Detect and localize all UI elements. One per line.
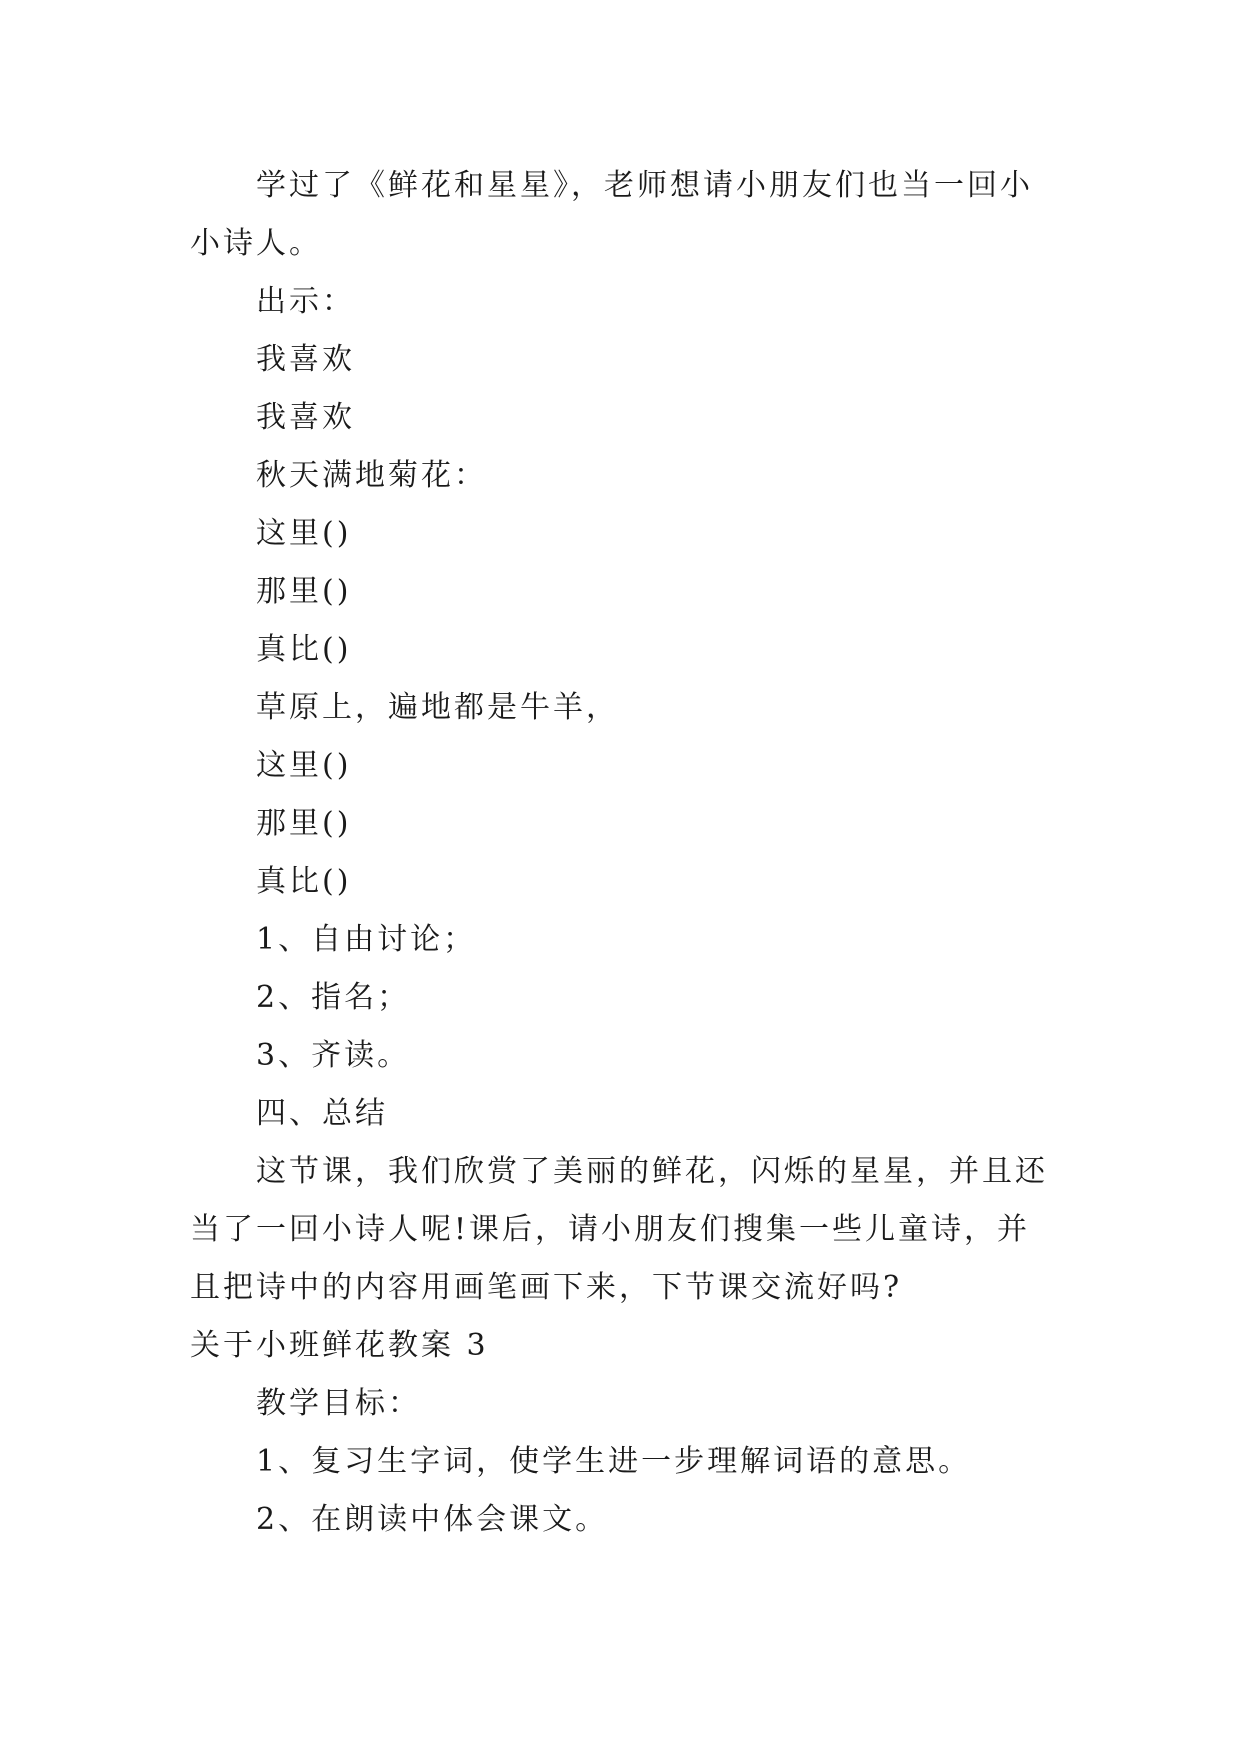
- list-item: 1、复习生字词，使学生进一步理解词语的意思。: [256, 1444, 972, 1479]
- paragraph: 我喜欢: [256, 342, 355, 377]
- paragraph: 出示：: [256, 284, 355, 319]
- list-item: 1、自由讨论；: [256, 922, 477, 957]
- list-item: 2、在朗读中体会课文。: [256, 1502, 609, 1537]
- list-item: 2、指名；: [256, 980, 411, 1015]
- paragraph: 教学目标：: [256, 1386, 421, 1421]
- paragraph: 这里(): [256, 748, 352, 783]
- summary-paragraph: 这节课，我们欣赏了美丽的鲜花，闪烁的星星，并且还当了一回小诗人呢!课后，请小朋友们搜集一些儿童诗，并且把诗中的内容用画笔画下来，下节课交流好吗?: [190, 1154, 1048, 1305]
- paragraph: 这里(): [256, 516, 352, 551]
- section-heading: 关于小班鲜花教案 3: [190, 1328, 489, 1363]
- paragraph: 那里(): [256, 574, 352, 609]
- section-subheading: 四、总结: [256, 1096, 388, 1131]
- paragraph: 我喜欢: [256, 400, 355, 435]
- paragraph: 真比(): [256, 632, 352, 667]
- paragraph: 真比(): [256, 864, 352, 899]
- document-body: [190, 157, 1050, 1549]
- paragraph: 秋天满地菊花：: [256, 458, 487, 493]
- paragraph: 学过了《鲜花和星星》，老师想请小朋友们也当一回小小诗人。: [190, 168, 1033, 261]
- paragraph: 那里(): [256, 806, 352, 841]
- list-item: 3、齐读。: [256, 1038, 411, 1073]
- paragraph: 草原上，遍地都是牛羊，: [256, 690, 619, 725]
